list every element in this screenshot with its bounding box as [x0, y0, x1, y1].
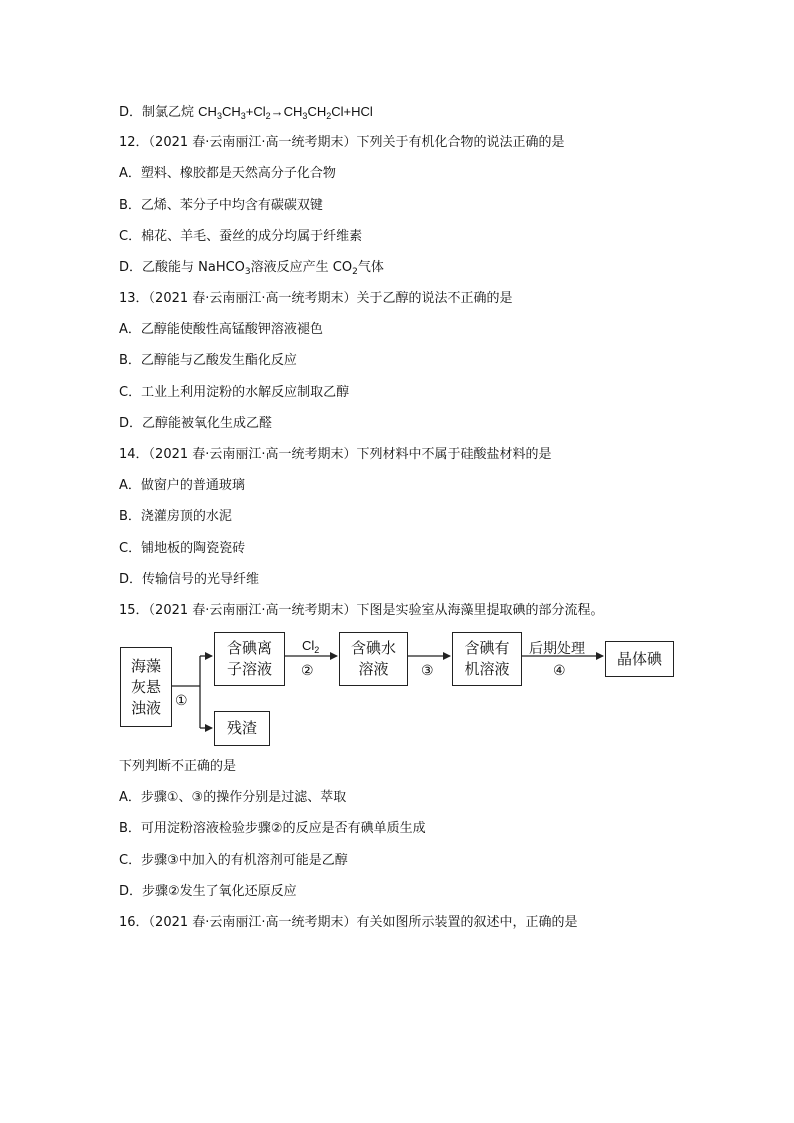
q13-header: 13．（2021 春·云南丽江·高一统考期末）关于乙醇的说法不正确的是: [119, 291, 513, 306]
q12-header: 12．（2021 春·云南丽江·高一统考期末）下列关于有机化合物的说法正确的是: [119, 135, 565, 150]
flow-box-residue: 残渣: [214, 711, 270, 746]
flow-cl2-label: $Cl_2$: [302, 638, 320, 655]
q15-prompt: 下列判断不正确的是: [119, 759, 237, 774]
q14-option-c: C．铺地板的陶瓷瓷砖: [119, 541, 246, 556]
q11-option-d: D．制氯乙烷 $CH_3CH_3+Cl_2\to CH_3CH_2Cl+HCl$: [119, 104, 373, 121]
flow-step-1: ①: [175, 693, 188, 709]
flow-step-3: ③: [421, 663, 434, 679]
q14-option-b: B．浇灌房顶的水泥: [119, 509, 232, 524]
q14-option-a: A．做窗户的普通玻璃: [119, 478, 245, 493]
q14-header: 14．（2021 春·云南丽江·高一统考期末）下列材料中不属于硅酸盐材料的是: [119, 447, 552, 462]
q12-option-c: C．棉花、羊毛、蚕丝的成分均属于纤维素: [119, 229, 363, 244]
q12-option-b: B．乙烯、苯分子中均含有碳碳双键: [119, 198, 323, 213]
q13-option-c: C．工业上利用淀粉的水解反应制取乙醇: [119, 385, 350, 400]
flow-box-iodine-organic: 含碘有 机溶液: [452, 632, 522, 686]
q14-option-d: D．传输信号的光导纤维: [119, 572, 260, 587]
flow-step-2: ②: [301, 663, 314, 679]
flow-post-processing-label: 后期处理: [529, 641, 585, 657]
q15-header: 15．（2021 春·云南丽江·高一统考期末）下图是实验室从海藻里提取碘的部分流程。: [119, 603, 604, 618]
flow-box-iodide-solution: 含碘离 子溶液: [214, 632, 285, 686]
q13-option-b: B．乙醇能与乙酸发生酯化反应: [119, 353, 297, 368]
q16-header: 16．（2021 春·云南丽江·高一统考期末）有关如图所示装置的叙述中，正确的是: [119, 915, 578, 930]
q12-option-d: D．乙酸能与 NaHCO$_3$溶液反应产生 $CO_2$气体: [119, 260, 384, 277]
flow-box-iodine-water: 含碘水 溶液: [339, 632, 408, 686]
q13-option-d: D．乙醇能被氧化生成乙醛: [119, 416, 273, 431]
q15-option-a: A．步骤①、③的操作分别是过滤、萃取: [119, 790, 347, 805]
q15-option-d: D．步骤②发生了氧化还原反应: [119, 884, 297, 899]
flow-box-seaweed-suspension: 海藻 灰悬 浊液: [120, 647, 172, 727]
q15-option-c: C．步骤③中加入的有机溶剂可能是乙醇: [119, 853, 348, 868]
flow-step-4: ④: [553, 663, 566, 679]
q12-option-a: A．塑料、橡胶都是天然高分子化合物: [119, 166, 336, 181]
q13-option-a: A．乙醇能使酸性高锰酸钾溶液褪色: [119, 322, 323, 337]
flow-box-crystal-iodine: 晶体碘: [605, 641, 674, 677]
q15-option-b: B．可用淀粉溶液检验步骤②的反应是否有碘单质生成: [119, 821, 426, 836]
